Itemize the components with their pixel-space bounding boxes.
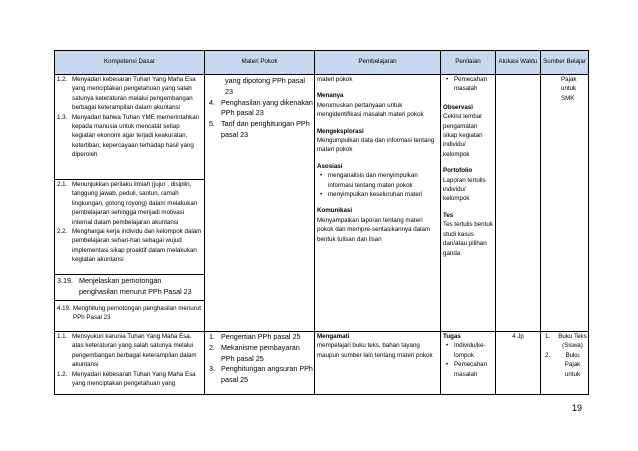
syllabus-table (54, 50, 589, 395)
header-materi: Materi Pokok (205, 51, 315, 75)
kd-number: 1.2. (57, 370, 68, 378)
syllabus-page (54, 50, 588, 410)
kd-cell (55, 180, 204, 275)
table-row (55, 332, 589, 395)
materi-text: yang dipotong PPh pasal 23 (225, 76, 305, 96)
bullet-icon: • (446, 342, 449, 350)
bullet-text: menyimpulkan keseluruhan materi (328, 191, 423, 199)
kd-number: 2.1. (57, 181, 68, 188)
alokasi-cell (496, 332, 541, 395)
list-text: Tarif dan penghitungan PPh pasal 23 (221, 119, 310, 139)
section-title: Asosiasi (317, 162, 343, 170)
kd-text: Menyadari bahwa Tuhan YME memerintahkan kepada manusia untuk mencatat setiap kegiatan ekonomi agar terjadi keakuratan, ketertiban, kepercayaan terhadap hasil yang diperoleh (72, 113, 200, 159)
list-text: Buku Pajak untuk (564, 351, 581, 378)
header-row (55, 51, 589, 75)
header-kompetensi: Kompetensi Dasar (55, 51, 205, 75)
kd-cell (55, 301, 204, 323)
table-row (55, 75, 589, 332)
list-number: 5. (209, 119, 215, 129)
kd-text: Menjelaskan pemotongan penghasilan menurut PPh Pasal 23 (79, 276, 192, 296)
kd-number: 1.2. (57, 76, 68, 83)
list-text: Mekanisme pembayaran PPh pasal 25 (221, 342, 300, 363)
bullet-icon: • (320, 191, 323, 199)
kd-text: Menghitung pemotongan penghasilan menurut PPh Pasal 23 (73, 305, 201, 322)
kd-number: 2.2. (57, 228, 68, 236)
header-pembelajaran: Pembelajaran (315, 51, 441, 75)
section-text: Laporan tertulis individu/ kelompok (443, 176, 486, 203)
section-title: Observasi (443, 103, 473, 111)
list-number: 2. (209, 342, 215, 352)
section-title: Tes (443, 211, 454, 219)
list-number: 4. (209, 97, 215, 107)
list-text: Buku Teks (Siswa) (558, 333, 587, 350)
section-title: Komunikasi (317, 207, 353, 215)
kd-text: Menyadari kebesaran Tuhan Yang Maha Esa yang menciptakan pengetahuan yang salah satunya keteraturan melalui pengembangan berbagai keterampilan dalam akuntansi (72, 76, 196, 112)
list-number: 3. (209, 364, 215, 374)
kd-cell (55, 275, 204, 301)
section-title: Mengeksplorasi (317, 127, 364, 135)
kd-text: Menghargai kerja individu dan kelompok dalam pembelajaran sehari-hari sebagai wujud implementasi sikap proaktif dalam melakukan kegiatan akuntansi (72, 228, 202, 264)
pembelajaran-text: materi pokok (317, 76, 353, 83)
sumber-cell (541, 332, 589, 395)
kd-cell (55, 332, 205, 395)
kd-number: 1.3. (57, 113, 68, 121)
list-text: Penghitungan angsuran PPh pasal 25 (221, 364, 313, 385)
kd-text: Menyadari kebesaran Tuhan Yang Maha Esa yang menciptakan pengetahuan yang (72, 370, 196, 388)
kd-text: Mensyukuri karunia Tuhan Yang Maha Esa, atas keteraturan yang salah satunya melalui pengembangan berbagai keterampilan dalam akuntansi (72, 333, 197, 369)
header-sumber: Sumber Belajar (541, 51, 589, 75)
bullet-text: Pemecahan masalah (454, 361, 488, 378)
kd-cell (55, 75, 204, 180)
header-penilaian: Penilaian (441, 51, 496, 75)
header-alokasi: Alokasi Waktu (496, 51, 541, 75)
kd-number: 1.1. (57, 333, 68, 340)
bullet-icon: • (446, 76, 449, 83)
bullet-text: Individu/ke-lompok (454, 342, 486, 359)
alokasi-text: 4 Jp (512, 333, 524, 340)
list-number: 2. (545, 351, 551, 359)
section-title: Menanya (317, 92, 344, 100)
sumber-text: Pajak untuk SMK (561, 76, 577, 102)
alokasi-cell (496, 75, 541, 332)
pembelajaran-cell (315, 75, 441, 332)
sumber-cell (541, 75, 589, 332)
bullet-icon: • (320, 172, 323, 180)
list-number: 1. (209, 332, 215, 341)
penilaian-cell (441, 75, 496, 332)
materi-cell (205, 332, 315, 395)
bullet-text: menganalisis dan menyimpulkan informasi tentang materi pokok (328, 172, 418, 189)
section-text: Menyampaikan laporan tentang materi pokok dan mempre-sentasikannya dalam bentuk tulisan dan lisan (317, 216, 431, 243)
section-text: Merumuskan pertanyaan untuk mengidentifikasi masalah materi pokok (317, 101, 424, 119)
list-text: Pengertian PPh pasal 25 (221, 332, 301, 341)
bullet-icon: • (446, 361, 449, 369)
page-number: 19 (572, 403, 583, 413)
penilaian-cell (441, 332, 496, 395)
section-text: Mengumpulkan data dan informasi tentang materi pokok (317, 137, 435, 154)
section-text: mempelajari buku teks, bahan tayang maupun sumber lain tentang materi pokok (317, 342, 433, 359)
pembelajaran-cell (315, 332, 441, 395)
kd-number: 4.19. (57, 305, 71, 312)
section-text: Ceklist lembar pengamatan sikap kegiatan individu/ kelompok (443, 113, 483, 158)
materi-cell (205, 75, 315, 332)
section-text: Tes tertulis bentuk studi kasus dan/atau pilihan ganda (443, 221, 493, 257)
list-text: Penghasilan yang dikenakan PPh pasal 23 (221, 97, 313, 118)
section-title: Mengamati (317, 333, 350, 340)
section-title: Portofolio (443, 167, 473, 175)
bullet-text: Pemecahan masalah (454, 76, 488, 93)
kd-number: 3.19. (57, 276, 73, 285)
kd-text: Menunjukkan perilaku ilmiah (jujur , disiplin, tanggung jawab, peduli, santun, ramah lingkungan, gotong royong) dalam melakukan pembelajaran sehingga menjadi motivasi internal dalam pembelajaran akuntansi (72, 181, 198, 226)
section-title: Tugas (443, 333, 461, 340)
list-number: 1. (545, 333, 551, 340)
